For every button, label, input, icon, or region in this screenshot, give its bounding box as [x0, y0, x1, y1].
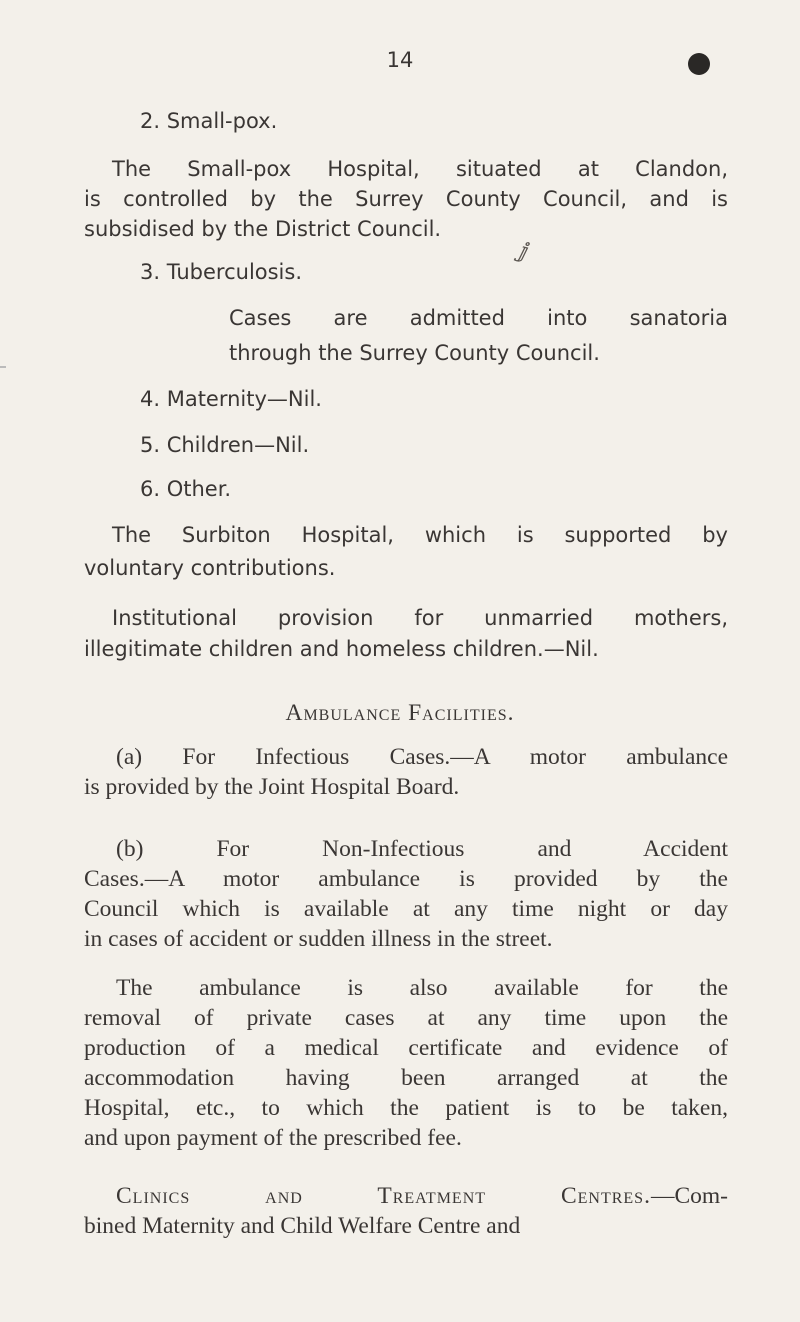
noninfectious-line-4: in cases of accident or sudden illness in the street. — [84, 926, 553, 952]
tb-line-1: Cases are admitted into sanatoria — [229, 306, 728, 330]
private-line-2: removal of private cases at any time upon the — [84, 1005, 728, 1031]
private-line-4: accommodation having been arranged at the — [84, 1065, 728, 1091]
private-line-1: The ambulance is also available for the — [116, 975, 728, 1001]
clinics-line-2: bined Maternity and Child Welfare Centre and — [84, 1213, 521, 1239]
surbiton-line-2: voluntary contributions. — [84, 556, 336, 580]
clinics-line-1-rest: —Com- — [650, 1183, 728, 1209]
infectious-line-2: is provided by the Joint Hospital Board. — [84, 774, 460, 800]
institutional-line-1: Institutional provision for unmarried mothers, — [112, 606, 728, 630]
smallpox-heading: 2. Small-pox. — [140, 109, 278, 133]
pencil-mark: ⅉ — [517, 237, 532, 264]
institutional-line-2: illegitimate children and homeless children.—Nil. — [84, 637, 599, 661]
children-item: 5. Children—Nil. — [140, 433, 310, 457]
tb-line-2: through the Surrey County Council. — [229, 341, 600, 365]
private-line-6: and upon payment of the prescribed fee. — [84, 1125, 462, 1151]
infectious-line-1: (a) For Infectious Cases.—A motor ambulance — [116, 744, 728, 770]
surbiton-line-1: The Surbiton Hospital, which is supported by — [112, 523, 728, 547]
clinics-heading: Clinics and Treatment Centres. — [116, 1183, 651, 1209]
margin-mark — [0, 366, 6, 368]
noninfectious-line-3: Council which is available at any time night or day — [84, 896, 728, 922]
private-line-5: Hospital, etc., to which the patient is to be taken, — [84, 1095, 728, 1121]
clinics-line-1 — [116, 1181, 728, 1211]
page-number: 14 — [386, 48, 414, 72]
tb-heading: 3. Tuberculosis. — [140, 260, 303, 284]
smallpox-line-3: subsidised by the District Council. — [84, 217, 442, 241]
private-line-3: production of a medical certificate and evidence of — [84, 1035, 728, 1061]
maternity-item: 4. Maternity—Nil. — [140, 387, 322, 411]
other-heading: 6. Other. — [140, 477, 232, 501]
noninfectious-line-2: Cases.—A motor ambulance is provided by the — [84, 866, 728, 892]
ink-blot — [688, 53, 710, 75]
smallpox-line-2: is controlled by the Surrey County Council, and is — [84, 187, 728, 211]
noninfectious-line-1: (b) For Non-Infectious and Accident — [116, 836, 728, 862]
ambulance-heading: Ambulance Facilities. — [285, 700, 515, 726]
smallpox-line-1: The Small-pox Hospital, situated at Clandon, — [112, 157, 728, 181]
